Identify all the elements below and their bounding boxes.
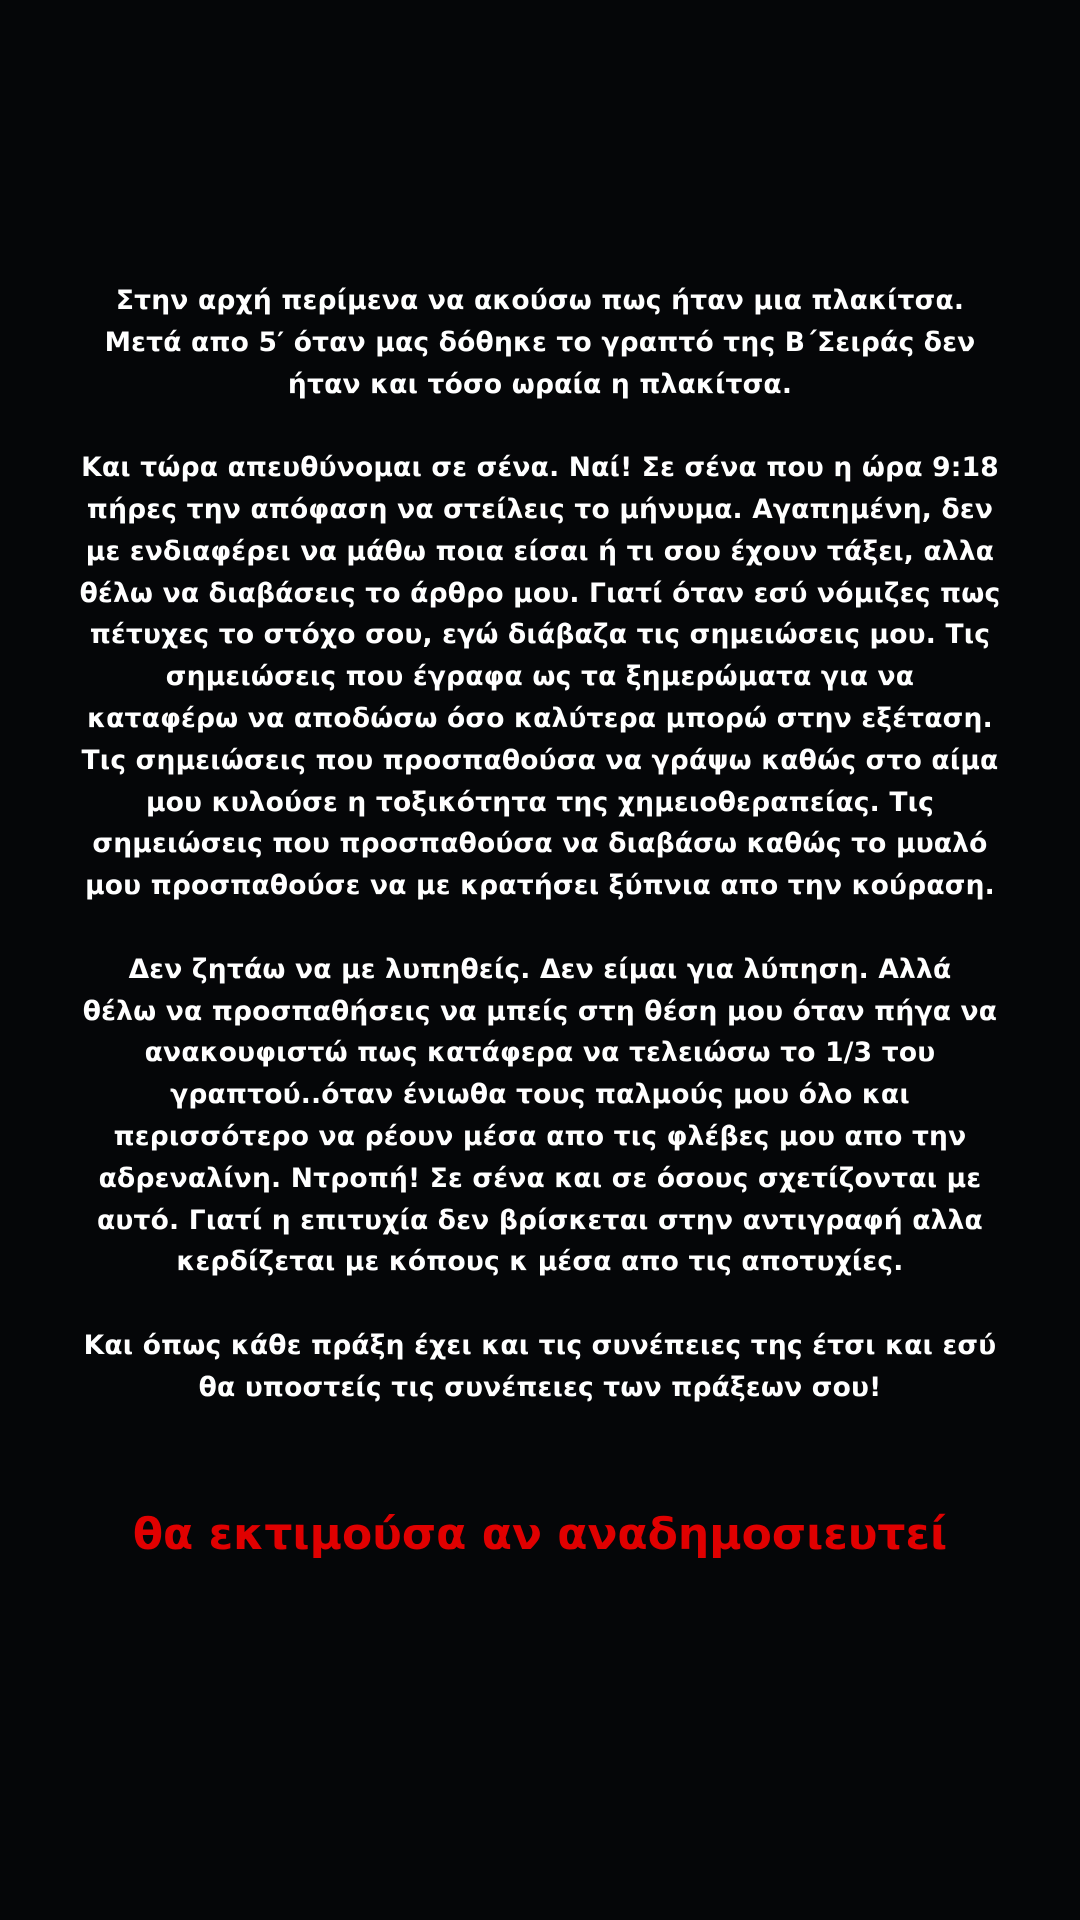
paragraph-4 bbox=[60, 1325, 1020, 1409]
repost-request: θα εκτιμούσα αν αναδημοσιευτεί bbox=[132, 1509, 948, 1560]
paragraph-2 bbox=[60, 447, 1020, 907]
text-line: αυτό. Γιατί η επιτυχία δεν βρίσκεται στην αντιγραφή αλλα bbox=[97, 1204, 983, 1236]
text-line: θα υποστείς τις συνέπειες των πράξεων σου! bbox=[198, 1371, 882, 1403]
text-line: περισσότερο να ρέουν μέσα απο τις φλέβες μου απο την bbox=[113, 1120, 967, 1152]
text-line: σημειώσεις που έγραφα ως τα ξημερώματα για να bbox=[165, 661, 915, 693]
text-line: θέλω να προσπαθήσεις να μπείς στη θέση μου όταν πήγα να bbox=[82, 995, 998, 1027]
text-line: αδρεναλίνη. Ντροπή! Σε σένα και σε όσους σχετίζονται με bbox=[98, 1162, 982, 1194]
text-line: Στην αρχή περίμενα να ακούσω πως ήταν μια πλακίτσα. bbox=[115, 285, 965, 316]
text-line: γραπτού..όταν ένιωθα τους παλμούς μου όλο και bbox=[170, 1079, 910, 1111]
text-line: Και τώρα απευθύνομαι σε σένα. Ναί! Σε σένα που η ώρα 9:18 bbox=[81, 452, 999, 484]
text-line: καταφέρω να αποδώσω όσο καλύτερα μπορώ στην εξέταση. bbox=[87, 702, 993, 734]
text-line: μου κυλούσε η τοξικότητα της χημειοθεραπείας. Τις bbox=[145, 786, 935, 818]
text-line: μου προσπαθούσε να με κρατήσει ξύπνια απο την κούραση. bbox=[85, 870, 995, 902]
text-line: Τις σημειώσεις που προσπαθούσα να γράψω καθώς στο αίμα bbox=[81, 744, 999, 776]
text-line: σημειώσεις που προσπαθούσα να διαβάσω καθώς το μυαλό bbox=[92, 828, 988, 860]
story-message bbox=[60, 280, 1020, 1450]
text-line: κερδίζεται με κόπους κ μέσα απο τις αποτυχίες. bbox=[176, 1246, 904, 1278]
paragraph-3 bbox=[60, 949, 1020, 1283]
text-line: πήρες την απόφαση να στείλεις το μήνυμα. Αγαπημένη, δεν bbox=[86, 493, 994, 525]
text-line: Και όπως κάθε πράξη έχει και τις συνέπειες της έτσι και εσύ bbox=[83, 1329, 997, 1361]
paragraph-1 bbox=[60, 280, 1020, 405]
text-line: Μετά απο 5′ όταν μας δόθηκε το γραπτό της Β΄Σειράς δεν bbox=[104, 326, 976, 358]
text-line: ανακουφιστώ πως κατάφερα να τελειώσω το 1/3 του bbox=[144, 1037, 936, 1069]
text-line: πέτυχες το στόχο σου, εγώ διάβαζα τις σημειώσεις μου. Τις bbox=[89, 619, 991, 651]
text-line: με ενδιαφέρει να μάθω ποια είσαι ή τι σου έχουν τάξει, αλλα bbox=[85, 535, 995, 567]
text-line: θέλω να διαβάσεις το άρθρο μου. Γιατί όταν εσύ νόμιζες πως bbox=[79, 577, 1001, 609]
text-line: ήταν και τόσο ωραία η πλακίτσα. bbox=[287, 368, 793, 400]
text-line: Δεν ζητάω να με λυπηθείς. Δεν είμαι για λύπηση. Αλλά bbox=[128, 953, 952, 985]
